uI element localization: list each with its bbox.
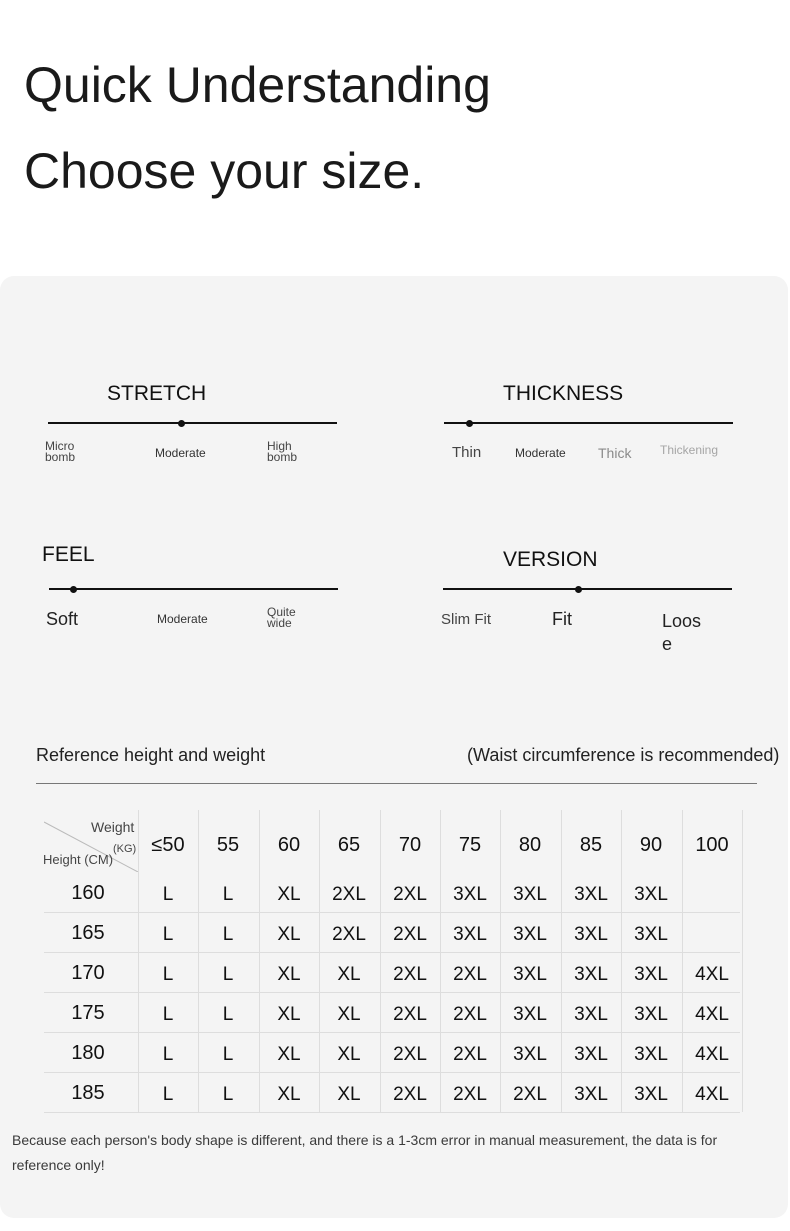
version-scale-line — [443, 588, 732, 590]
size-cell: L — [162, 1004, 174, 1025]
size-cell: 3XL — [634, 884, 668, 905]
weight-column-header: 65 — [337, 834, 361, 856]
feel-option-quite-wide: Quite wide — [267, 605, 296, 630]
size-cell: 2XL — [453, 1004, 487, 1025]
size-cell: XL — [277, 964, 301, 985]
weight-column-header: 80 — [518, 834, 542, 856]
stretch-selected-marker — [178, 420, 185, 427]
weight-column-header: 70 — [398, 834, 422, 856]
size-cell: XL — [277, 884, 301, 905]
size-cell: 2XL — [393, 1044, 427, 1065]
size-cell: XL — [337, 1004, 361, 1025]
size-cell: XL — [337, 1044, 361, 1065]
version-option-fit: Fit — [552, 609, 572, 629]
table-corner-header — [44, 810, 138, 872]
size-cell: 3XL — [513, 964, 547, 985]
size-cell: XL — [337, 964, 361, 985]
version-option-loose: Loose — [662, 611, 702, 654]
weight-column-header: 85 — [579, 834, 603, 856]
thickness-scale-line — [444, 422, 733, 424]
size-cell: 2XL — [393, 964, 427, 985]
size-cell: L — [222, 964, 234, 985]
size-cell: L — [222, 884, 234, 905]
size-cell: L — [222, 924, 234, 945]
size-cell: 2XL — [332, 884, 366, 905]
size-cell: 2XL — [393, 924, 427, 945]
version-selected-marker — [575, 586, 582, 593]
size-cell: 3XL — [634, 1084, 668, 1105]
weight-column-header: 55 — [216, 834, 240, 856]
thickness-option-moderate: Moderate — [515, 446, 566, 460]
reference-divider — [36, 783, 757, 784]
size-cell: XL — [337, 1084, 361, 1105]
feel-option-soft: Soft — [46, 609, 79, 629]
height-row-header: 160 — [71, 882, 105, 904]
size-cell: XL — [277, 1004, 301, 1025]
size-cell: 4XL — [695, 1004, 729, 1025]
size-cell: 3XL — [634, 1004, 668, 1025]
thickness-title: THICKNESS — [503, 382, 624, 405]
feel-selected-marker — [70, 586, 77, 593]
page-title: Quick Understanding — [24, 57, 491, 113]
stretch-option-high-bomb: High bomb — [267, 439, 298, 464]
weight-column-header: ≤50 — [151, 834, 185, 856]
version-title: VERSION — [503, 548, 598, 571]
stretch-scale-line — [48, 422, 337, 424]
weight-unit-label: (KG) — [113, 843, 137, 855]
table-row-divider — [44, 1032, 740, 1033]
size-cell: 3XL — [574, 884, 608, 905]
size-cell: 2XL — [453, 1084, 487, 1105]
size-cell: XL — [277, 1084, 301, 1105]
size-cell: 3XL — [634, 924, 668, 945]
size-cell: 3XL — [513, 884, 547, 905]
height-row-header: 180 — [71, 1042, 105, 1064]
size-cell: 3XL — [574, 1004, 608, 1025]
size-cell: 3XL — [634, 964, 668, 985]
size-cell: 3XL — [453, 924, 487, 945]
size-cell: 2XL — [393, 1084, 427, 1105]
height-row-header: 170 — [71, 962, 105, 984]
size-cell: L — [162, 1084, 174, 1105]
height-row-header: 165 — [71, 922, 105, 944]
size-cell: L — [162, 924, 174, 945]
height-axis-label: Height (CM) — [43, 852, 114, 867]
size-cell: 2XL — [393, 884, 427, 905]
table-row-divider — [44, 992, 740, 993]
weight-axis-label: Weight — [91, 819, 135, 835]
feel-title: FEEL — [42, 543, 95, 566]
size-cell: 3XL — [574, 1044, 608, 1065]
stretch-title: STRETCH — [107, 382, 207, 405]
size-cell: XL — [277, 1044, 301, 1065]
height-row-header: 175 — [71, 1002, 105, 1024]
size-cell: 3XL — [513, 924, 547, 945]
thickness-option-thickening: Thickening — [660, 443, 719, 457]
reference-heading: Reference height and weight — [36, 745, 266, 765]
size-cell: 3XL — [574, 1084, 608, 1105]
table-row-divider — [44, 912, 740, 913]
version-option-slim-fit: Slim Fit — [441, 611, 491, 628]
size-cell: 2XL — [332, 924, 366, 945]
weight-column-header: 100 — [695, 834, 729, 856]
page-subtitle: Choose your size. — [24, 143, 425, 199]
feel-option-moderate: Moderate — [157, 612, 208, 626]
size-cell: L — [162, 884, 174, 905]
table-row-divider — [44, 952, 740, 953]
feel-scale-line — [49, 588, 338, 590]
size-cell: 2XL — [393, 1004, 427, 1025]
size-cell: XL — [277, 924, 301, 945]
size-cell: L — [222, 1044, 234, 1065]
disclaimer-text: Because each person's body shape is different, and there is a 1-3cm error in manual measurement, the data is for reference only! — [12, 1132, 718, 1173]
size-cell: 4XL — [695, 964, 729, 985]
thickness-option-thick: Thick — [598, 445, 632, 461]
size-cell: L — [222, 1084, 234, 1105]
size-cell: 3XL — [453, 884, 487, 905]
table-row-divider — [44, 1112, 740, 1113]
size-cell: 2XL — [453, 1044, 487, 1065]
size-cell: 3XL — [513, 1004, 547, 1025]
height-row-header: 185 — [71, 1082, 105, 1104]
table-row-divider — [44, 1072, 740, 1073]
size-cell: 2XL — [453, 964, 487, 985]
size-cell: 2XL — [513, 1084, 547, 1105]
size-cell: 3XL — [574, 964, 608, 985]
weight-column-header: 90 — [639, 834, 663, 856]
size-cell: L — [162, 1044, 174, 1065]
thickness-option-thin: Thin — [452, 444, 482, 461]
size-cell: 4XL — [695, 1084, 729, 1105]
weight-column-header: 60 — [277, 834, 301, 856]
size-chart-table — [44, 810, 740, 1112]
size-cell: 3XL — [634, 1044, 668, 1065]
size-cell: L — [222, 1004, 234, 1025]
stretch-option-moderate: Moderate — [155, 446, 206, 460]
size-cell: 3XL — [574, 924, 608, 945]
weight-column-header: 75 — [458, 834, 482, 856]
size-cell: 4XL — [695, 1044, 729, 1065]
thickness-selected-marker — [466, 420, 473, 427]
stretch-option-micro-bomb: Micro bomb — [45, 439, 76, 464]
table-column-divider — [742, 810, 743, 1112]
reference-note: (Waist circumference is recommended) — [467, 745, 780, 765]
size-cell: 3XL — [513, 1044, 547, 1065]
size-cell: L — [162, 964, 174, 985]
